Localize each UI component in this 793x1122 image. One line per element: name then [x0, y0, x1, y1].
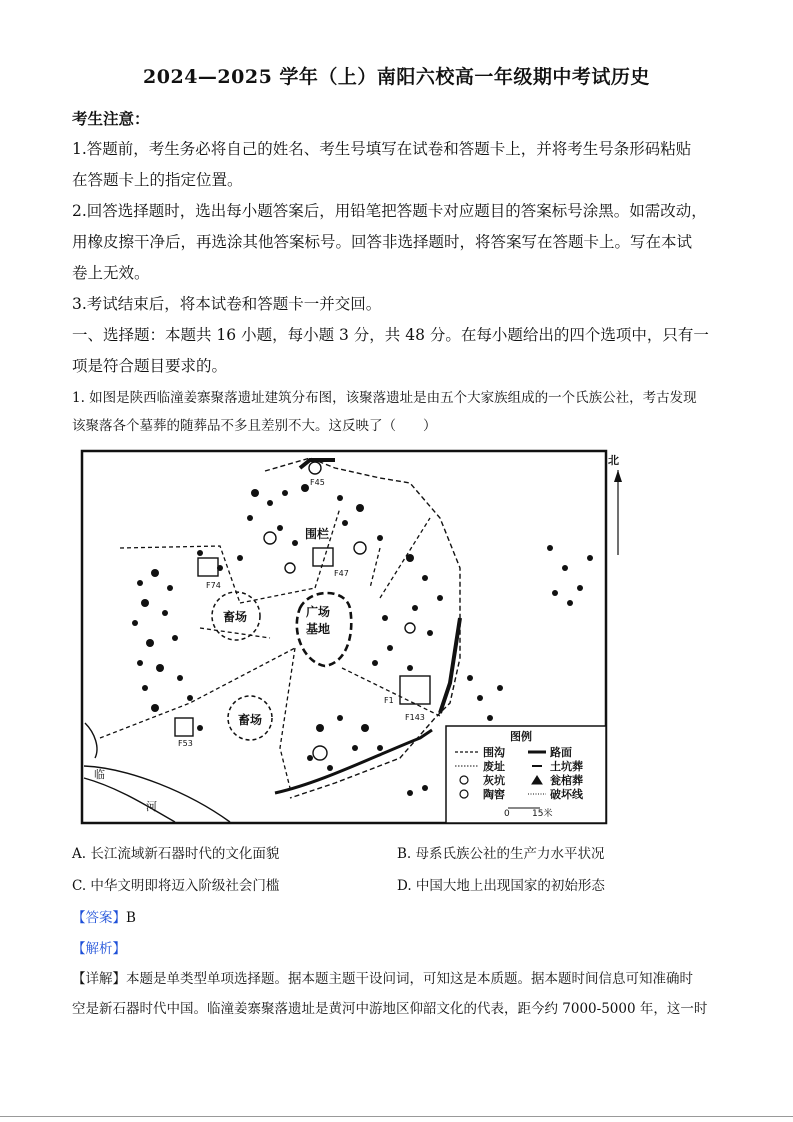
notice-block: [72, 103, 722, 382]
legend-item: 废址: [483, 760, 505, 773]
answer-value: B: [126, 910, 136, 926]
notice-line: 2.回答选择题时，选出每小题答案后，用铅笔把答题卡对应题目的答案标号涂黑。如需改动，: [72, 202, 707, 220]
label-weilan: 围栏: [305, 527, 330, 541]
detail-block: [72, 964, 722, 1024]
settlement-map: [80, 448, 610, 826]
notice-line: 在答题卡上的指定位置。: [72, 171, 243, 189]
north-label: 北: [608, 454, 619, 467]
detail-line: [72, 964, 722, 994]
detail-label: 【详解】: [72, 971, 126, 987]
detail-text: 本题是单类型单项选择题。据本题主题干设问词，可知这是本质题。据本题时间信息可知准确时: [126, 971, 693, 987]
option-c[interactable]: C. 中华文明即将迈入阶级社会门槛: [72, 878, 280, 894]
label-river: 临: [94, 768, 105, 781]
legend-scale: 15米: [532, 809, 553, 819]
notice-line: 1.答题前，考生务必将自己的姓名、考生号填写在试卷和答题卡上，并将考生号条形码粘贴: [72, 140, 692, 158]
legend-item: 陶窖: [483, 788, 505, 801]
legend-item: 破坏线: [550, 788, 583, 801]
legend-item: 围沟: [483, 746, 505, 759]
option-b[interactable]: B. 母系氏族公社的生产力水平状况: [397, 846, 605, 862]
legend-item: 灰坑: [483, 774, 505, 787]
section-heading: 项是符合题目要求的。: [72, 357, 228, 375]
legend-title: 图例: [510, 730, 532, 743]
legend-item: 路面: [550, 746, 572, 759]
map-legend: [446, 726, 606, 823]
page-title: 2024—2025 学年（上）南阳六校高一年级期中考试历史: [143, 66, 650, 88]
label-livestock: 畜场: [223, 610, 248, 624]
analysis-line: [72, 937, 126, 957]
legend-item: 瓮棺葬: [550, 774, 583, 787]
label-plaza: 广场: [306, 605, 331, 619]
analysis-label: 【解析】: [72, 941, 126, 957]
label-house-f1: F1: [384, 696, 394, 705]
answer-line: [72, 906, 136, 926]
notice-line: 用橡皮擦干净后，再选涂其他答案标号。回答非选择题时，将答案写在答题卡上。写在本试: [72, 233, 693, 251]
option-d[interactable]: D. 中国大地上出现国家的初始形态: [397, 878, 605, 894]
label-house-f45: F45: [310, 478, 325, 487]
footer-divider: [0, 1116, 793, 1117]
label-plaza: 基地: [306, 622, 331, 636]
label-house-f143: F143: [405, 713, 425, 722]
label-house-f47: F47: [334, 569, 349, 578]
detail-line: 空是新石器时代中国。临潼姜寨聚落遗址是黄河中游地区仰韶文化的代表，距今约 7000-5000 年，这一时: [72, 1001, 708, 1017]
label-livestock: 畜场: [238, 713, 263, 727]
question-stem: 该聚落各个墓葬的随葬品不多且差别不大。这反映了（ ）: [72, 418, 437, 434]
option-a[interactable]: A. 长江流域新石器时代的文化面貌: [72, 846, 280, 862]
notice-line: 3.考试结束后，将本试卷和答题卡一并交回。: [72, 295, 382, 313]
legend-scale: 0: [504, 809, 510, 819]
label-house-f74: F74: [206, 581, 221, 590]
answer-label: 【答案】: [72, 910, 126, 926]
section-heading: 一、选择题：本题共 16 小题，每小题 3 分，共 48 分。在每小题给出的四个选项中，只有一: [72, 326, 709, 344]
label-river: 河: [146, 800, 157, 813]
label-house-f53: F53: [178, 739, 193, 748]
north-arrow-icon: [604, 450, 632, 560]
notice-line: 卷上无效。: [72, 264, 150, 282]
question-1: [72, 384, 722, 440]
question-stem: 1. 如图是陕西临潼姜寨聚落遗址建筑分布图，该聚落遗址是由五个大家族组成的一个氏族公社，考古发现: [72, 390, 697, 406]
notice-heading: 考生注意：: [72, 109, 150, 128]
legend-item: 土坑葬: [550, 760, 583, 773]
